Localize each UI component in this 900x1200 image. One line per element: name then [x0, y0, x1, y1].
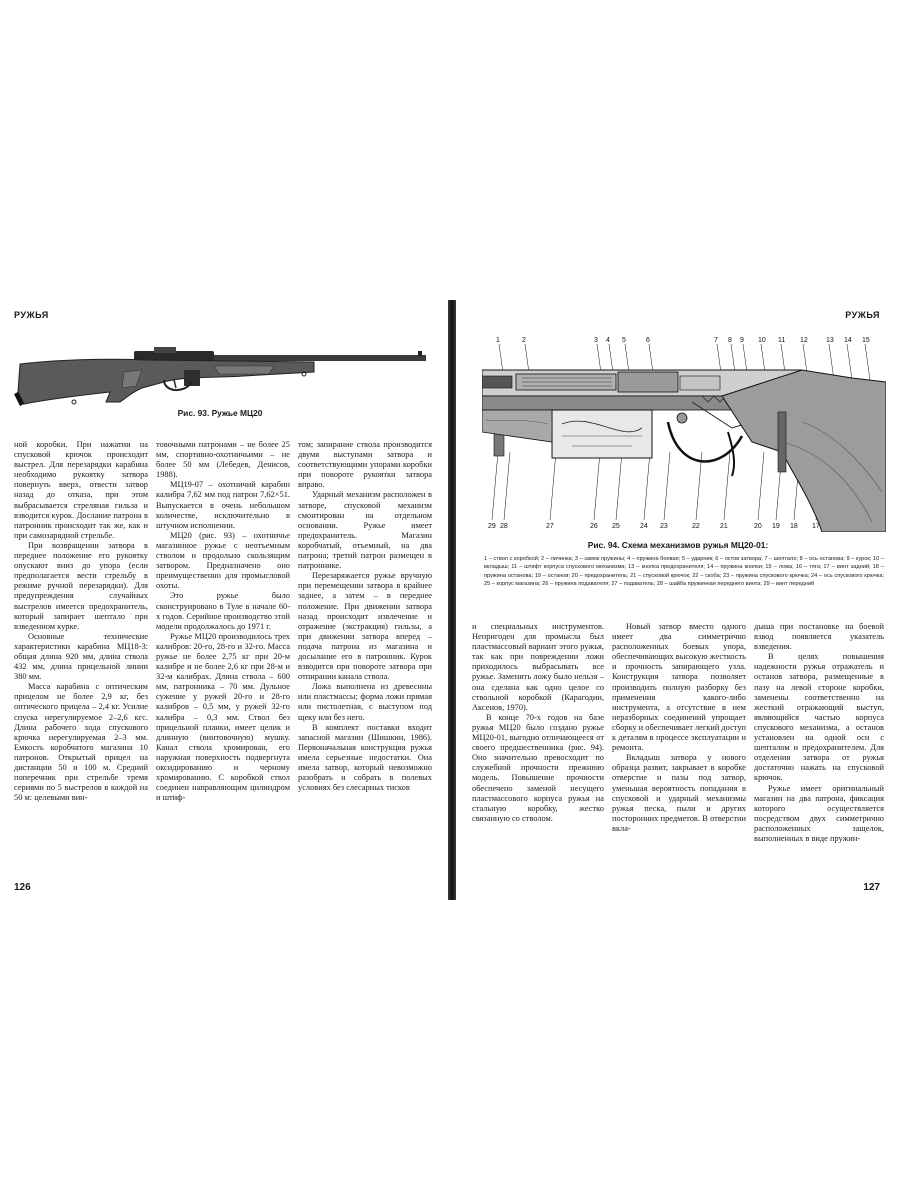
callout-label-5: 5 [622, 337, 626, 344]
figure-94-caption: Рис. 94. Схема механизмов ружья МЦ20-01: [587, 540, 769, 550]
paragraph: МЦ19-07 – охотничий карабин калибра 7,62 мм под патрон 7,62×51. Выпускается в очень небольшом количестве, исключительно в штучном исполнении. [156, 480, 290, 530]
left-column-2 [156, 440, 290, 803]
callout-leader-line [664, 452, 670, 520]
callout-label-10: 10 [758, 337, 766, 344]
paragraph: Новый затвор вместо одного имеет два симметрично расположенных боевых упора, обеспечивающих высокую жесткость и прочность запирающего узла. Конструкция затвора позволяет производить полную разборку без применения какого-либо инструмента, а отсутствие в нем неразборных соединений упрощает сборку и обеспечивает легкий доступ к деталям в процессе эксплуатации и ремонта. [612, 622, 747, 753]
figure-94-legend: 1 – ствол с коробкой; 2 – личинка; 3 – замок пружины; 4 – пружина боевая; 5 – ударник; 6 – остов затвора; 7 – шептало; 8 – ось останова; 9 – курок; 10 – вкладыш; 11 – штифт корпуса спускового механизма; 13 – кнопка предохранителя; 14 – пружина кнопки; 15 – ложа; 16 – тяга; 17 – винт задний; 18 – пружина останова; 19 – останов; 20 – предохранитель; 21 – спусковой крючок; 22 – скоба; 23 – пружина спускового крючка; 24 – ось спускового крючка; 25 – корпус магазина; 26 – пружина подавателя; 27 – подаватель; 28 – шайба пружинная переднего винта; 29 – винт передний [484, 556, 884, 587]
page-number-right: 127 [863, 882, 880, 893]
page-number-left: 126 [14, 882, 31, 893]
callout-label-28: 28 [500, 523, 508, 530]
callout-label-6: 6 [646, 337, 650, 344]
paragraph: Ударный механизм расположен в затворе, спусковой механизм смонтирован на отдельном основании. Ружье имеет предохранитель. Магазин коробчатый, отъемный, на два патрона; третий патрон размещен в патроннике. [298, 490, 432, 571]
callout-label-15: 15 [862, 337, 870, 344]
paragraph: Это ружье было сконструировано в Туле в начале 60-х годов. Серийное производство этой модели продолжалось до 1971 г. [156, 591, 290, 631]
callout-label-18: 18 [790, 523, 798, 530]
callout-label-25: 25 [612, 523, 620, 530]
paragraph: При возвращении затвора в переднее положение его рукоятку опускают вниз до упора (если предполагается вести стрельбу в режиме ручной перезарядки). Для предупреждения случайных выстрелов имеется предохранитель, который запирает шептало при взведенном курке. [14, 540, 148, 631]
paragraph: Вкладыш затвора у нового образца развит, закрывает в коробке отверстие и пазы под затвор, уменьшая вероятность попадания в спусковой и ударный механизмы ружья песка, пыли и других посторонних предметов. В отверстии вкла- [612, 753, 746, 833]
callout-label-21: 21 [720, 523, 728, 530]
callout-label-11: 11 [778, 337, 786, 344]
callout-label-2: 2 [522, 337, 526, 344]
book-spread [0, 300, 900, 900]
mechanism-diagram [482, 332, 886, 532]
callout-leader-line [616, 452, 622, 520]
callout-label-24: 24 [640, 523, 648, 530]
paragraph: дыша при постановке на боевой взвод появляется указатель взведения. [754, 622, 884, 652]
paragraph: Масса карабина с оптическим прицелом не более 2,9 кг, без оптического прицела – 2,4 кг. Усилие спуска нерегулируемое 2–2,6 кгс. Длина рабочего хода спускового крючка нерегулируемая 2–3 мм. Емкость коробчатого магазина 10 патронов. Открытый прицел на дистанции 50 и 100 м. Средний поперечник при стрельбе тремя сериями по 5 выстрелов в каждой на 50 м: целевыми вин- [14, 682, 148, 803]
callout-leader-line [594, 452, 600, 520]
rifle-illustration [14, 342, 434, 412]
callout-leader-line [550, 452, 556, 520]
right-page [456, 300, 900, 900]
callout-label-3: 3 [594, 337, 598, 344]
right-column-1 [472, 622, 604, 824]
callout-label-12: 12 [800, 337, 808, 344]
callout-label-13: 13 [826, 337, 834, 344]
paragraph: В конце 70-х годов на базе ружья МЦ20 было создано ружье МЦ20-01, выгодно отличающееся от своего предшественника (рис. 94). Оно значительно превосходит по служебной прочности прежнюю модель. Повышение прочности обеспечено заменой несущего пластмассового корпуса ружья на стальную коробку, жестко связанную со стволом. [472, 712, 604, 823]
callout-leader-line [758, 452, 764, 520]
book-gutter [448, 300, 456, 900]
paragraph: В целях повышения надежности ружья отражатель и останов затвора, размещенные в пазу на левой стороне коробки, заменены соответственно на жесткий отражающий выступ, являющийся частью корпуса спускового механизма, а останов установлен на одной оси с шепталом и предохранителем. Для отделения затвора от ружья достаточно нажать на спусковой крючок. [754, 652, 884, 783]
callout-leader-line [504, 452, 510, 520]
callout-label-4: 4 [606, 337, 610, 344]
callout-label-29: 29 [488, 523, 496, 530]
paragraph: В комплект поставки входит запасной магазин (Шишкин, 1986). Первоначальная конструкция ружья имела серьезные недостатки. Она имела затвор, который невозможно разобрать и собрать в полевых условиях без слесарных тисков [298, 722, 432, 793]
callout-leader-line [644, 452, 650, 520]
callout-label-14: 14 [844, 337, 852, 344]
paragraph: Ружье имеет оригинальный магазин на два патрона, фиксация которого осуществляется посредством двух симметрично расположенных защелок, выполненных в виде пружин- [754, 783, 884, 843]
running-head: РУЖЬЯ [845, 310, 880, 320]
running-head: РУЖЬЯ [14, 310, 49, 320]
callout-leader-line [724, 452, 730, 520]
callout-label-9: 9 [740, 337, 744, 344]
callout-label-19: 19 [772, 523, 780, 530]
left-page [0, 300, 448, 900]
paragraph: МЦ20 (рис. 93) – охотничье магазинное ружье с неотъемным стволом и продольно скользящим затвором. Предназначено оно преимущественно для промысловой охоты. [156, 530, 290, 591]
paragraph: ной коробки. При нажатии на спусковой крючок происходит выстрел. Для перезарядки карабина необходимо рукоятку затвора повернуть вверх, отвести затвор назад до отказа, при этом выбрасывается стреляная гильза и взводится курок. Дослание патрона в патронник происходит так же, как и при самозарядной стрельбе. [14, 440, 148, 540]
paragraph: товочными патронами – не более 25 мм, спортивно-охотничьими – не более 50 мм (Лебедев, Денисов, 1988). [156, 440, 290, 480]
callout-label-23: 23 [660, 523, 668, 530]
callout-label-7: 7 [714, 337, 718, 344]
paragraph: том; запирание ствола производится двумя выступами затвора и соответствующими упорами коробки при повороте рукоятки затвора вправо. [298, 440, 432, 490]
paragraph: Перезаряжается ружье вручную при перемещении затвора в крайнее заднее, а затем – в переднее положение. При движении затвора назад происходит извлечение и отражение (экстракция) гильзы, а при движении затвора вперед – подача патрона из магазина и досылание его в патронник. Курок взводится при повороте затвора при отпирании канала ствола. [298, 571, 432, 682]
callout-label-22: 22 [692, 523, 700, 530]
right-column-2 [612, 622, 746, 834]
paragraph: и специальных инструментов. Непригоден для промысла был пластмассовый вариант этого ружья, так как при повреждении ложи приходилось выбрасывать все ружье. Заменить ложу было нельзя – она сделана как одно целое со ствольной коробкой (Карагодин, Аксенов, 1970). [472, 622, 604, 712]
callout-label-8: 8 [728, 337, 732, 344]
callout-label-26: 26 [590, 523, 598, 530]
left-column-3 [298, 440, 432, 793]
callout-label-20: 20 [754, 523, 762, 530]
callout-leader-line [865, 344, 870, 380]
figure-93-caption: Рис. 93. Ружье МЦ20 [177, 408, 263, 418]
callout-label-27: 27 [546, 523, 554, 530]
callout-leader-line [492, 452, 498, 520]
callout-leader-line [847, 344, 852, 380]
paragraph: Ружье МЦ20 производилось трех калибров: 20-го, 28-го и 32-го. Масса ружье не более 2,75 кг при 20-м калибре и не более 2,6 кг при 28-м и 32-м калибрах. Длина ствола – 600 мм, патронника – 70 мм. Дульное сужение у ружей 20-го и 28-го калибров – 0,5 мм, у ружей 32-го калибра – 0,3 мм. Ствол без прицельной планки, имеет целик и длинную (винтовочную) мушку. Канал ствола хромирован, его наружная поверхность подвергнута оксидированию и черному хромированию. С коробкой ствол соединен направляющим цилиндром и штиф- [156, 631, 290, 803]
paragraph: Ложа выполнена из древесины или пластмассы; форма ложи прямая или пистолетная, с выступом под щеку или без него. [298, 682, 432, 722]
paragraph: Основные технические характеристики карабина МЦ18-3: общая длина 920 мм, длина ствола 432 мм, длина прицельной линии 380 мм. [14, 631, 148, 682]
right-column-3 [754, 622, 884, 844]
left-column-1 [14, 440, 148, 803]
callout-label-17: 17 [812, 523, 820, 530]
callout-label-1: 1 [496, 337, 500, 344]
